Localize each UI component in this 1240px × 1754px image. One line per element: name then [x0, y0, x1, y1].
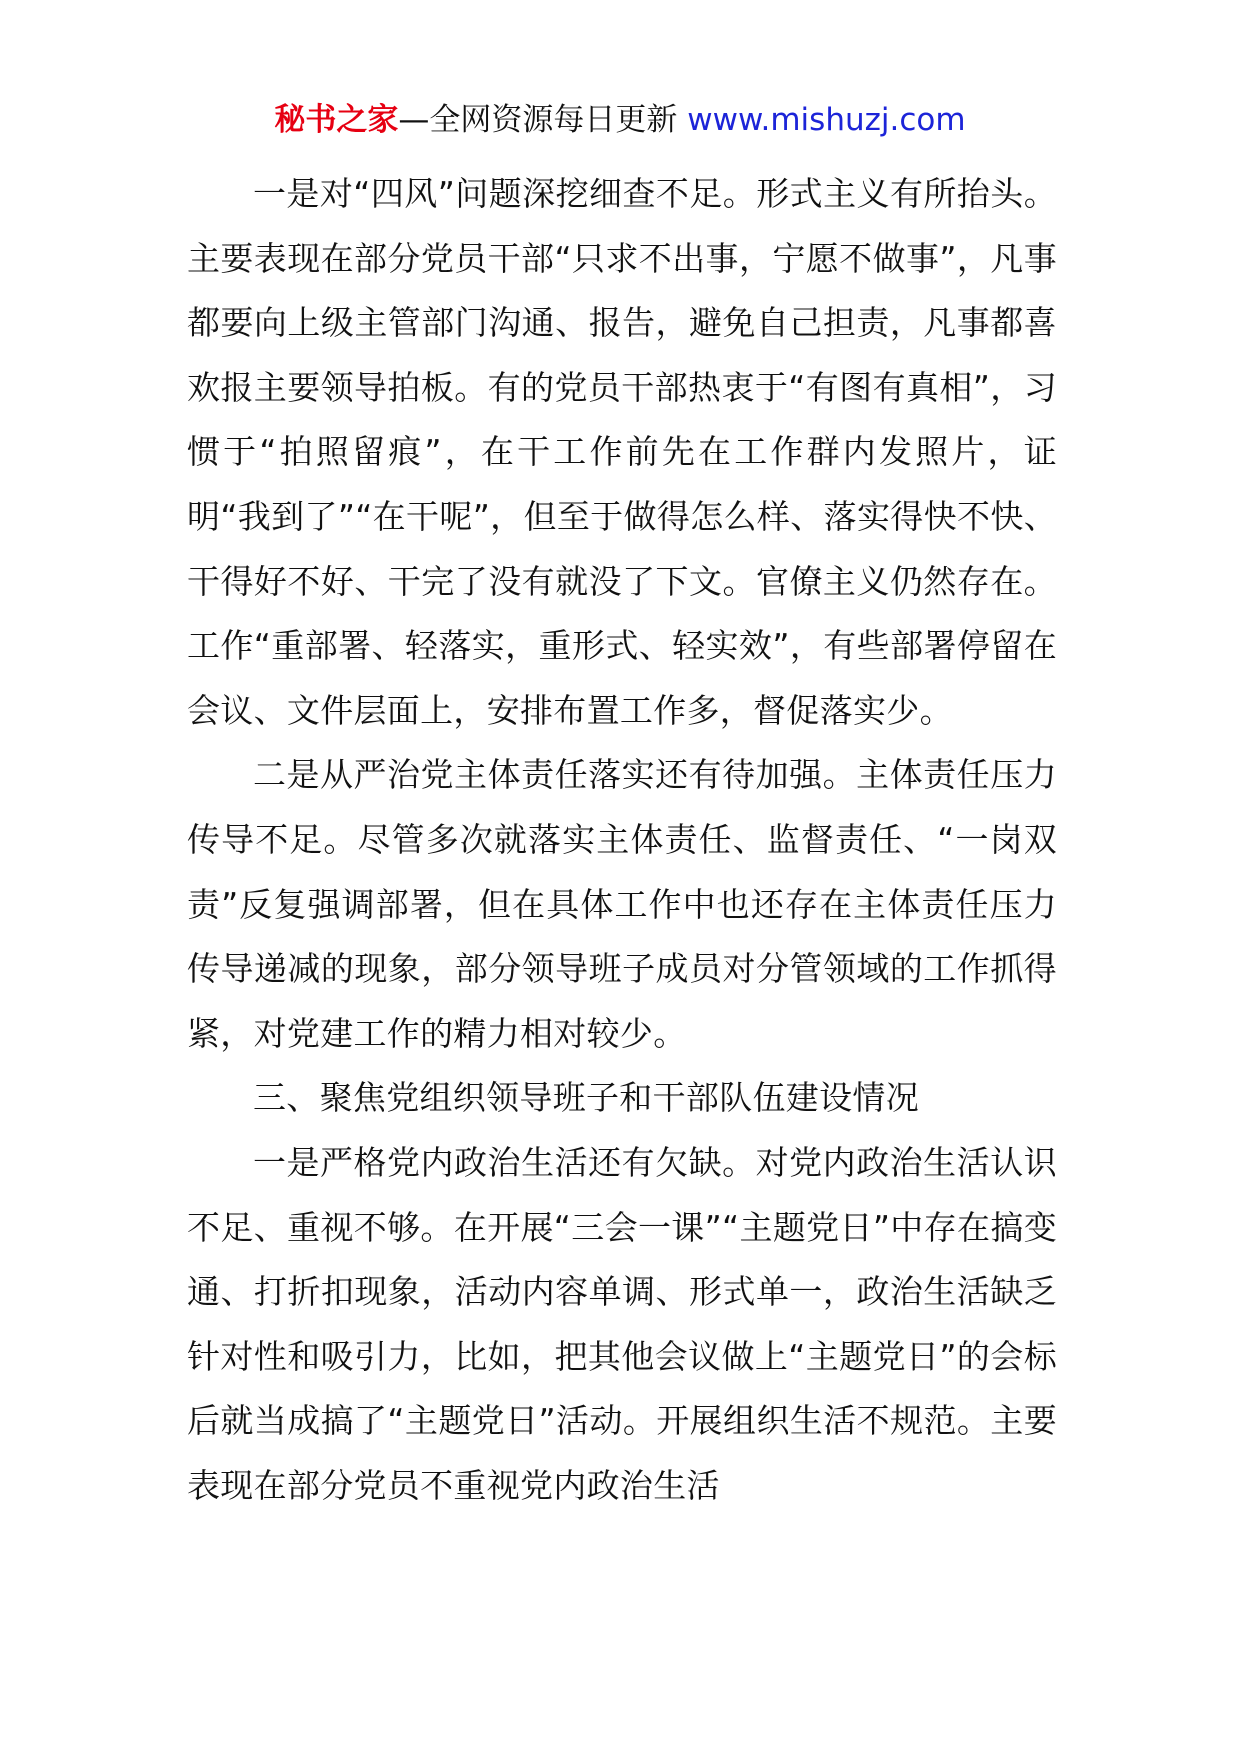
site-url-link[interactable]: www.mishuzj.com: [687, 102, 966, 138]
section-heading-three: 三、聚焦党组织领导班子和干部队伍建设情况: [253, 1078, 919, 1118]
paragraph-four-winds: 一是对“四风”问题深挖细查不足。形式主义有所抬头。主要表现在部分党员干部“只求不出事，宁愿不做事”，凡事都要向上级主管部门沟通、报告，避免自己担责，凡事都喜欢报主要领导拍板。有的党员干部热衷于“有图有真相”，习惯于“拍照留痕”，在干工作前先在工作群内发照片，证明“我到了”“在干呢”，但至于做得怎么样、落实得快不快、干得好不好、干完了没有就没了下文。官僚主义仍然存在。工作“重部署、轻落实，重形式、轻实效”，有些部署停留在会议、文件层面上，安排布置工作多，督促落实少。: [187, 174, 1057, 730]
header-slogan: —全网资源每日更新: [398, 102, 688, 138]
paragraph-party-responsibility: 二是从严治党主体责任落实还有待加强。主体责任压力传导不足。尽管多次就落实主体责任、监督责任、“一岗双责”反复强调部署，但在具体工作中也还存在主体责任压力传导递减的现象，部分领导班子成员对分管领域的工作抓得紧，对党建工作的精力相对较少。: [187, 755, 1057, 1053]
site-header: [0, 100, 1240, 140]
paragraph-political-life: 一是严格党内政治生活还有欠缺。对党内政治生活认识不足、重视不够。在开展“三会一课”“主题党日”中存在搞变通、打折扣现象，活动内容单调、形式单一，政治生活缺乏针对性和吸引力，比如，把其他会议做上“主题党日”的会标后就当成搞了“主题党日”活动。开展组织生活不规范。主要表现在部分党员不重视党内政治生活: [187, 1142, 1057, 1505]
document-body: [187, 162, 1057, 1518]
brand-name: 秘书之家: [274, 102, 399, 138]
